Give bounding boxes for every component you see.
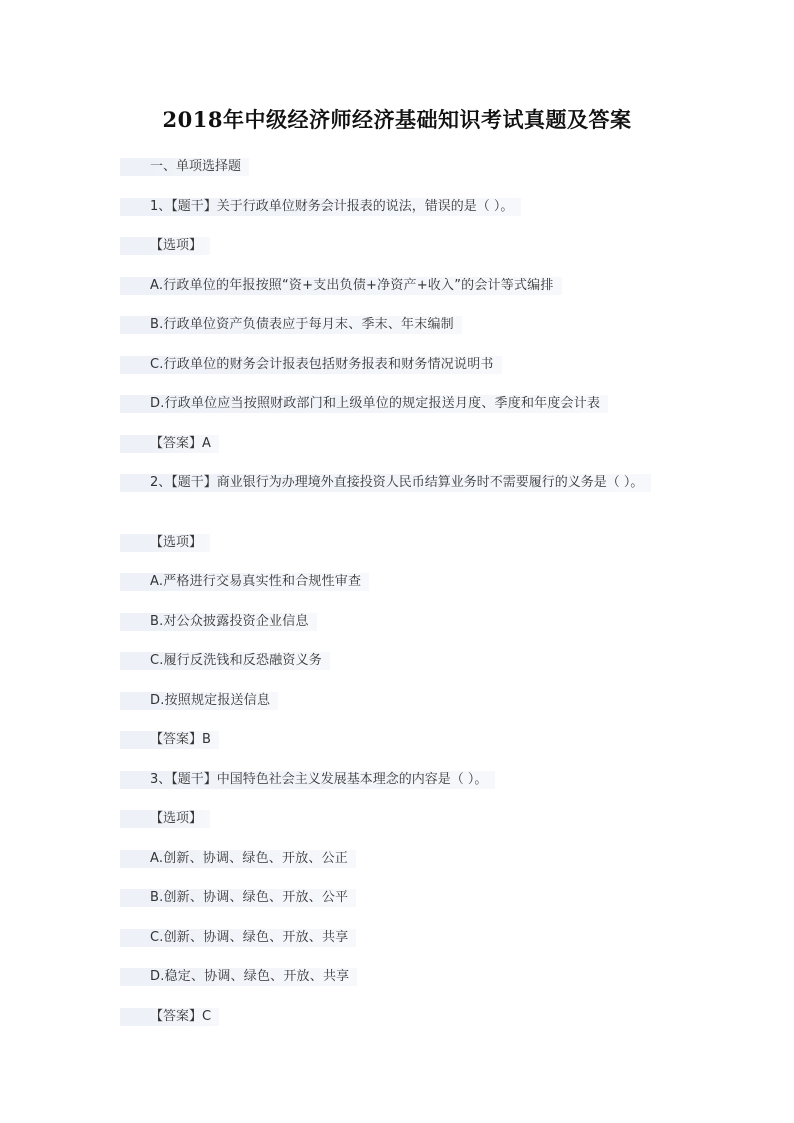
document-title: 2018年中级经济师经济基础知识考试真题及答案 — [162, 107, 632, 132]
option-item: D.稳定、协调、绿色、开放、共享 — [120, 968, 357, 986]
options-label: 【选项】 — [120, 534, 210, 552]
option-item: A.创新、协调、绿色、开放、公正 — [120, 850, 356, 868]
section-heading: 一、单项选择题 — [120, 158, 249, 176]
answer-line: 【答案】A — [120, 435, 219, 453]
option-item: D.行政单位应当按照财政部门和上级单位的规定报送月度、季度和年度会计表 — [120, 395, 608, 413]
option-item: A.严格进行交易真实性和合规性审查 — [120, 573, 369, 591]
option-item: C.创新、协调、绿色、开放、共享 — [120, 929, 356, 947]
option-item: B.创新、协调、绿色、开放、公平 — [120, 889, 356, 907]
option-item: C.履行反洗钱和反恐融资义务 — [120, 652, 330, 670]
question-stem: 3、【题干】中国特色社会主义发展基本理念的内容是（ ）。 — [120, 771, 495, 789]
answer-line: 【答案】C — [120, 1008, 219, 1026]
option-item: B.对公众披露投资企业信息 — [120, 613, 317, 631]
option-item: D.按照规定报送信息 — [120, 692, 278, 710]
option-item: B.行政单位资产负债表应于每月末、季末、年末编制 — [120, 316, 462, 334]
option-item: C.行政单位的财务会计报表包括财务报表和财务情况说明书 — [120, 356, 502, 374]
option-item: A.行政单位的年报按照“资+支出负债+净资产+收入”的会计等式编排 — [120, 277, 562, 295]
answer-line: 【答案】B — [120, 731, 219, 749]
question-stem: 2、【题干】商业银行为办理境外直接投资人民币结算业务时不需要履行的义务是（ ）。 — [120, 474, 651, 492]
options-label: 【选项】 — [120, 810, 210, 828]
question-stem: 1、【题干】关于行政单位财务会计报表的说法，错误的是（ ）。 — [120, 198, 521, 216]
options-label: 【选项】 — [120, 237, 210, 255]
